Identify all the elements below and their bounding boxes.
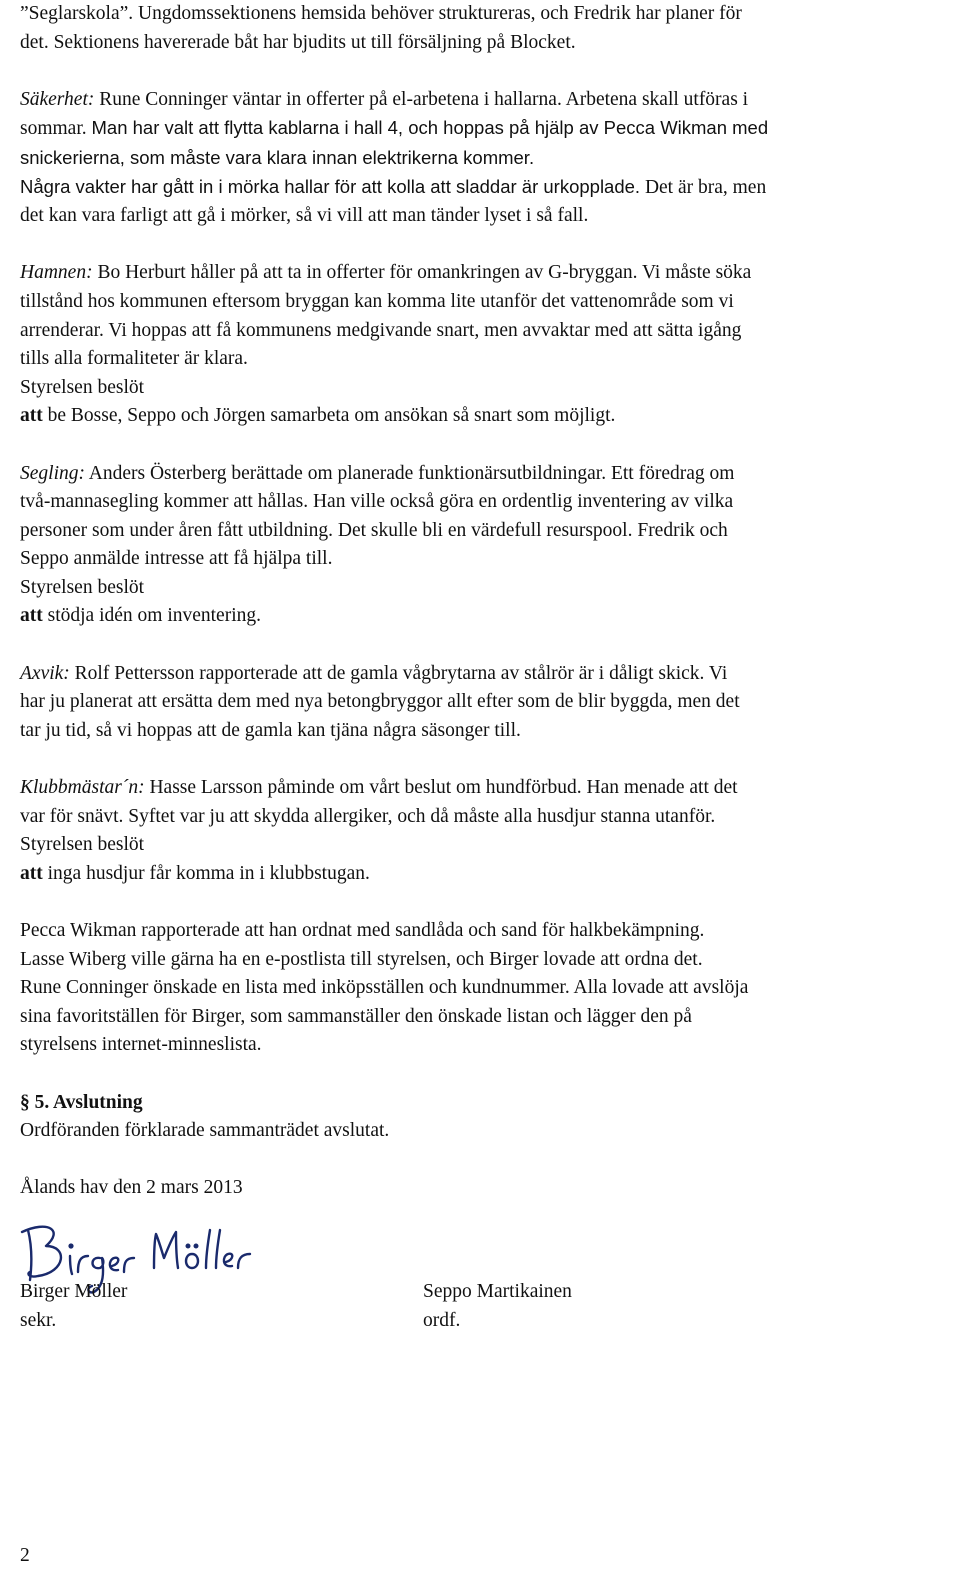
signer-role: sekr. — [20, 1309, 57, 1331]
text-line: arrenderar. Vi hoppas att få kommunens medgivande snart, men avvaktar med att sätta igång — [20, 319, 742, 341]
text-line — [20, 259, 950, 288]
text-line: två-mannasegling kommer att hållas. Han ville också göra en ordentlig inventering av vilka — [20, 491, 734, 513]
text-line: Seppo anmälde intresse att få hjälpa till. — [20, 548, 333, 570]
paragraph-sakerhet — [20, 86, 950, 231]
text-line: sina favoritställen för Birger, som sammanställer den önskade listan och lägger den på — [20, 1005, 692, 1027]
signer-name: Seppo Martikainen — [423, 1281, 572, 1302]
paragraph-klubbmastarn — [20, 774, 950, 888]
decision-heading: Styrelsen beslöt — [20, 376, 145, 398]
text-line: ”Seglarskola”. Ungdomssektionens hemsida behöver struktureras, och Fredrik har planer för — [20, 3, 742, 24]
paragraph-axvik — [20, 660, 950, 746]
text-line: snickerierna, som måste vara klara innan elektrikerna kommer. — [20, 146, 535, 168]
text-line: tills alla formaliteter är klara. — [20, 348, 248, 370]
text-segment: Några vakter har gått in i mörka hallar för att kolla att sladdar är urkopplade. — [20, 175, 641, 197]
decision-line — [20, 860, 950, 889]
text-line — [20, 774, 950, 803]
text-line: det kan vara farligt att gå i mörker, så vi vill att man tänder lyset i så fall. — [20, 205, 589, 227]
text-segment: stödja idén om inventering. — [42, 605, 262, 627]
document-page — [20, 0, 950, 1331]
text-line: Pecca Wikman rapporterade att han ordnat med sandlåda och sand för halkbekämpning. — [20, 920, 705, 941]
section-title: 5. Avslutning — [29, 1091, 143, 1113]
section-label: Hamnen: — [20, 262, 93, 284]
paragraph-intro — [20, 0, 950, 57]
text-line: Rune Conninger önskade en lista med inköpsställen och kundnummer. Alla lovade att avslöja — [20, 977, 749, 999]
text-segment: Anders Österberg berättade om planerade funktionärsutbildningar. Ett föredrag om — [84, 462, 735, 484]
text-line: det. Sektionens havererade båt har bjudits ut till försäljning på Blocket. — [20, 31, 576, 53]
section-heading — [20, 1089, 950, 1118]
att-keyword: att — [20, 405, 43, 427]
signature-block — [20, 1216, 950, 1346]
paragraph-symbol: § — [20, 1091, 30, 1113]
section-label: Säkerhet: — [20, 88, 95, 110]
section-label: Klubbmästar´n: — [20, 777, 145, 799]
page-number: 2 — [20, 1545, 30, 1566]
text-line: har ju planerat att ersätta dem med nya betongbryggor allt efter som de blir byggda, men det — [20, 691, 740, 713]
text-segment: Man har valt att flytta kablarna i hall 4, och hoppas på hjälp av Pecca Wikman med — [91, 117, 769, 139]
decision-line — [20, 402, 950, 431]
att-keyword: att — [20, 605, 43, 627]
section-5 — [20, 1089, 950, 1146]
place-date: Ålands hav den 2 mars 2013 — [20, 1177, 243, 1199]
decision-heading: Styrelsen beslöt — [20, 576, 145, 598]
signature-left — [20, 1278, 127, 1335]
text-line — [20, 86, 950, 115]
signer-role: ordf. — [423, 1309, 461, 1331]
paragraph-hamnen — [20, 259, 950, 431]
paragraph-misc — [20, 917, 950, 1060]
text-line: var för snävt. Syftet var ju att skydda allergiker, och då måste alla husdjur stanna utanför. — [20, 805, 716, 827]
text-segment: Rune Conninger väntar in offerter på el-arbetena i hallarna. Arbetena skall utföras i — [94, 88, 749, 110]
text-segment: Hasse Larsson påminde om vårt beslut om hundförbud. Han menade att det — [144, 777, 738, 799]
signature-right — [423, 1278, 572, 1335]
section-label: Segling: — [20, 462, 85, 484]
text-line: styrelsens internet-minneslista. — [20, 1034, 262, 1056]
decision-line — [20, 602, 950, 631]
text-line — [20, 660, 950, 689]
text-line: Ordföranden förklarade sammanträdet avslutat. — [20, 1120, 390, 1142]
text-line — [20, 460, 950, 489]
text-segment: Bo Herburt håller på att ta in offerter för omankringen av G-bryggan. Vi måste söka — [92, 262, 752, 284]
text-line: tillstånd hos kommunen eftersom bryggan kan komma lite utanför det vattenområde som vi — [20, 290, 734, 312]
text-segment: be Bosse, Seppo och Jörgen samarbeta om ansökan så snart som möjligt. — [42, 405, 616, 427]
text-line — [20, 173, 950, 203]
text-segment: inga husdjur får komma in i klubbstugan. — [42, 862, 370, 884]
section-label: Axvik: — [20, 662, 70, 684]
paragraph-segling — [20, 460, 950, 632]
text-segment: sommar. — [20, 118, 92, 140]
att-keyword: att — [20, 862, 43, 884]
text-line: personer som under åren fått utbildning. Det skulle bli en värdefull resurspool. Fredrik och — [20, 519, 728, 541]
text-segment: Det är bra, men — [640, 176, 767, 198]
decision-heading: Styrelsen beslöt — [20, 834, 145, 856]
text-line: Lasse Wiberg ville gärna ha en e-postlista till styrelsen, och Birger lovade att ordna det. — [20, 948, 703, 970]
text-segment: Rolf Pettersson rapporterade att de gamla vågbrytarna av stålrör är i dåligt skick. Vi — [69, 662, 728, 684]
text-line — [20, 114, 950, 144]
text-line: tar ju tid, så vi hoppas att de gamla kan tjäna några säsonger till. — [20, 719, 521, 741]
signer-name: Birger Möller — [20, 1281, 128, 1302]
